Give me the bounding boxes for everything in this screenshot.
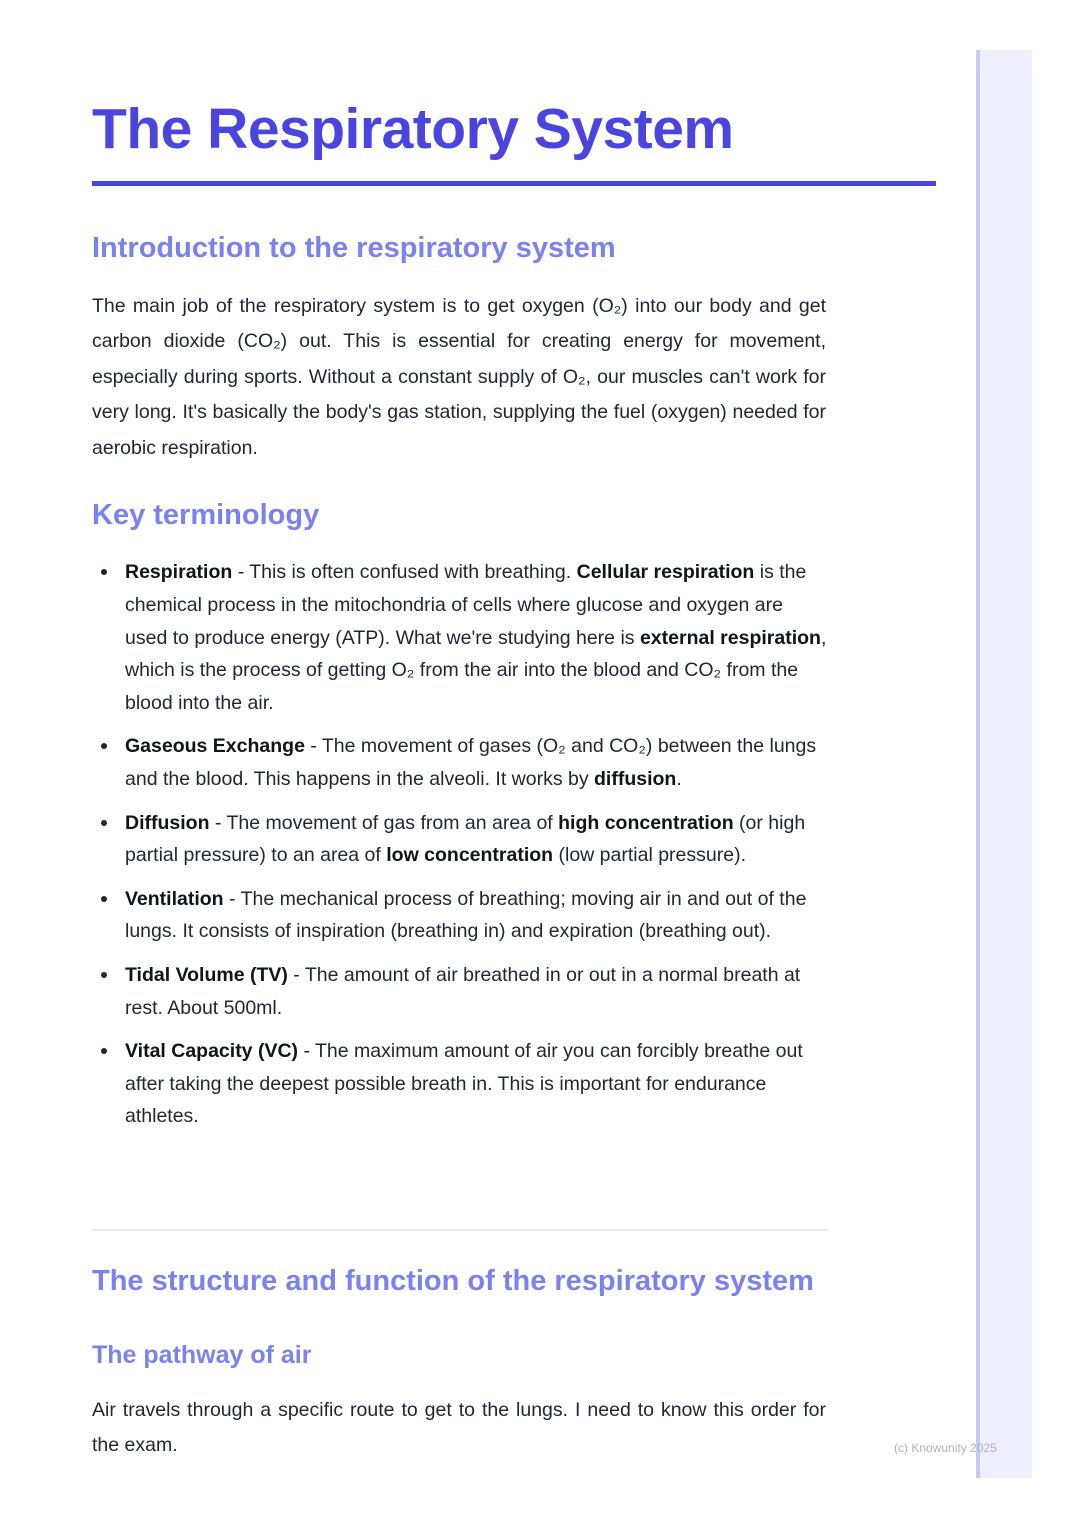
term-label: Diffusion [125, 811, 210, 834]
pathway-heading: The pathway of air [92, 1341, 312, 1369]
list-item-gaseous-exchange [92, 730, 828, 796]
term-text: - This is often confused with breathing. [232, 561, 577, 583]
term-label: Tidal Volume (TV) [125, 963, 288, 986]
term-bold: diffusion [594, 768, 677, 791]
section-divider [92, 1229, 828, 1231]
term-text: - The mechanical process of breathing; moving air in and out of the lungs. It consists of inspiration (breathing in) and expiration (breathing out). [125, 887, 807, 943]
term-bold: external respiration [639, 626, 821, 649]
copyright-footer: (c) Knowunity 2025 [894, 1441, 997, 1455]
term-label: Vital Capacity (VC) [125, 1039, 299, 1062]
term-bold: Cellular respiration [576, 561, 755, 583]
term-text: , which is the process of getting O₂ from the air into the blood and CO₂ from the blood into the air. [125, 626, 827, 715]
term-label: Respiration [125, 561, 233, 583]
list-item-respiration [92, 556, 828, 720]
list-item-ventilation [92, 883, 828, 949]
list-item-tidal-volume [92, 959, 828, 1025]
structure-heading: The structure and function of the respiratory system [92, 1265, 814, 1297]
page-title: The Respiratory System [92, 97, 734, 161]
intro-heading: Introduction to the respiratory system [92, 232, 616, 264]
term-text: - The maximum amount of air you can forcibly breathe out after taking the deepest possible breath in. This is important for endurance athletes. [125, 1039, 803, 1128]
term-text: - The movement of gases (O₂ and CO₂) between the lungs and the blood. This happens in the alveoli. It works by [125, 735, 817, 791]
list-item-vital-capacity [92, 1035, 828, 1133]
term-text: - The movement of gas from an area of [209, 811, 559, 834]
term-bold: high concentration [558, 811, 734, 834]
list-item-diffusion [92, 807, 828, 873]
term-text: (or high partial pressure) to an area of [125, 811, 806, 867]
term-text: . [676, 768, 682, 791]
intro-paragraph: The main job of the respiratory system is to get oxygen (O₂) into our body and get carbon dioxide (CO₂) out. This is essential for creating energy for movement, especially during sports. Without a constant supply of O₂, our muscles can't work for very long. It's basically the body's gas station, supplying the fuel (oxygen) needed for aerobic respiration. [92, 295, 826, 459]
term-text: (low partial pressure). [553, 844, 746, 867]
term-text: - The amount of air breathed in or out in a normal breath at rest. About 500ml. [125, 963, 801, 1019]
term-bold: low concentration [386, 844, 554, 867]
term-label: Ventilation [125, 887, 224, 910]
term-label: Gaseous Exchange [125, 735, 305, 758]
pathway-paragraph: Air travels through a specific route to get to the lungs. I need to know this order for the exam. [92, 1399, 826, 1457]
key-terminology-heading: Key terminology [92, 499, 320, 531]
key-terminology-list [92, 556, 828, 1144]
title-underline [92, 181, 936, 186]
term-text: is the chemical process in the mitochondria of cells where glucose and oxygen are used to produce energy (ATP). What we're studying here is [125, 561, 807, 649]
page-sidebar-band [976, 50, 1032, 1478]
